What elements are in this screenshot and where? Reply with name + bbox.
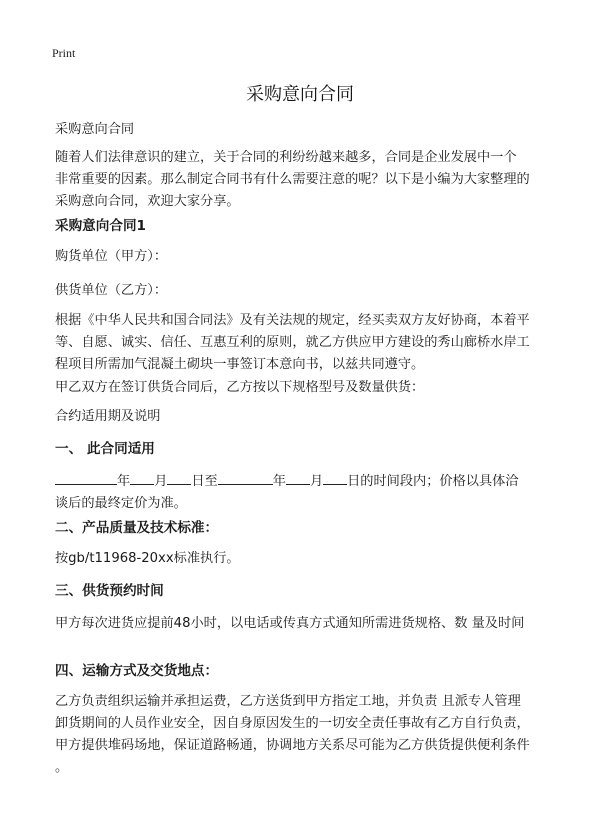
scope-label: 合约适用期及说明 <box>55 409 161 424</box>
supplier-label: 供货单位（乙方）： <box>55 283 168 298</box>
print-label[interactable]: Print <box>52 46 76 60</box>
intro-line: 采购意向合同，欢迎大家分享。 <box>55 194 240 209</box>
intro-line: 随着人们法律意识的建立，关于合同的利纷纷越来越多，合同是企业发展中一个 <box>55 150 517 165</box>
blank-field[interactable] <box>55 469 117 485</box>
basis-line: 程项目所需加气混凝土砌块一事签订本意向书，以兹共同遵守。 <box>55 357 425 372</box>
day-to-label: 日至 <box>191 474 218 489</box>
section-2-body: 按gb/t11968-20xx标准执行。 <box>55 551 240 566</box>
contract-heading: 采购意向合同1 <box>55 218 147 234</box>
blank-field[interactable] <box>286 469 310 485</box>
basis-paragraph <box>55 310 555 376</box>
section-1-heading: 一、 此合同适用 <box>55 441 155 457</box>
section-4-body <box>55 691 555 779</box>
intro-line: 非常重要的因素。那么制定合同书有什么需要注意的呢？以下是小编为大家整理的 <box>55 172 530 187</box>
blank-field[interactable] <box>323 469 347 485</box>
blank-field[interactable] <box>218 469 273 485</box>
section-4-heading: 四、运输方式及交货地点： <box>55 663 219 679</box>
section-1-body <box>55 469 555 515</box>
basis-line: 根据《中华人民共和国合同法》及有关法规的规定，经买卖双方友好协商，本着平 <box>55 313 530 328</box>
subtitle: 采购意向合同 <box>55 122 135 137</box>
page-title: 采购意向合同 <box>246 84 354 105</box>
body-line: 卸货期间的人员作业安全，因自身原因发生的一切安全责任事故有乙方自行负责， <box>55 716 530 731</box>
period-line <box>55 469 555 493</box>
basis-line: 等、自愿、诚实、信任、互惠互利的原则，就乙方供应甲方建设的秀山廊桥水岸工 <box>55 335 530 350</box>
period-text: 日的时间段内；价格以具体洽 <box>347 474 519 489</box>
year-label: 年 <box>272 474 286 489</box>
blank-field[interactable] <box>167 469 191 485</box>
body-line: 乙方负责组织运输并承担运费，乙方送货到甲方指定工地，并负责 且派专人管理 <box>55 694 521 709</box>
blank-field[interactable] <box>130 469 154 485</box>
month-label: 月 <box>154 474 168 489</box>
body-line: 。 <box>55 760 69 775</box>
year-label: 年 <box>117 474 131 489</box>
intro-paragraph <box>55 147 555 213</box>
supply-statement: 甲乙双方在签订供货合同后，乙方按以下规格型号及数量供货： <box>55 380 425 395</box>
month-label: 月 <box>309 474 324 489</box>
section-3-body: 甲方每次进货应提前48小时，以电话或传真方式通知所需进货规格、数 量及时间 <box>55 616 525 631</box>
section-3-heading: 三、供货预约时间 <box>55 583 164 599</box>
period-line-2: 谈后的最终定价为准。 <box>55 496 187 511</box>
buyer-label: 购货单位（甲方）： <box>55 249 168 264</box>
section-2-heading: 二、产品质量及技术标准： <box>55 520 219 536</box>
body-line: 甲方提供堆码场地，保证道路畅通，协调地方关系尽可能为乙方供货提供便利条件 <box>55 738 530 753</box>
